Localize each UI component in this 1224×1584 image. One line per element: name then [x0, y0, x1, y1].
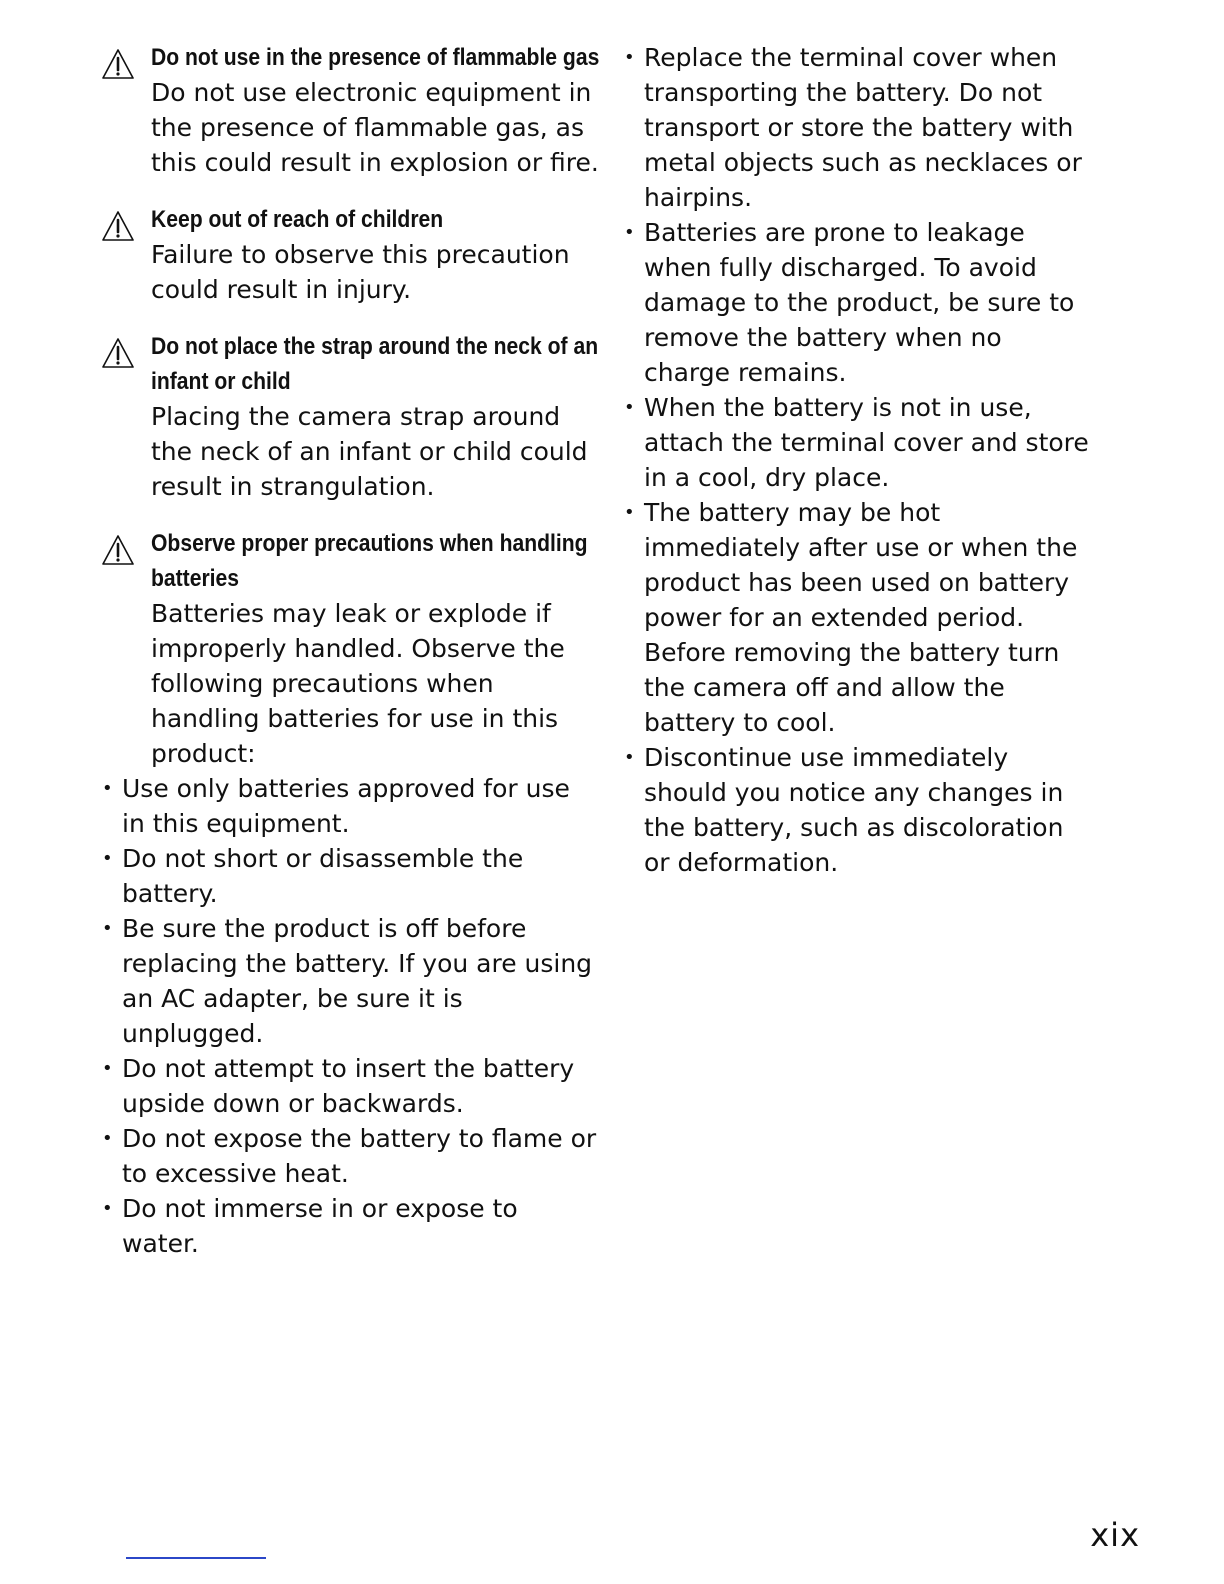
warning-triangle-icon — [100, 336, 136, 372]
warning-triangle-icon — [100, 533, 136, 569]
list-item: • Do not attempt to insert the battery upside down or backwards. — [100, 1051, 600, 1121]
list-item: • Do not immerse in or expose to water. — [100, 1191, 600, 1261]
battery-precautions-list — [100, 771, 600, 1261]
left-column — [100, 40, 600, 1261]
list-item: • Do not short or disassemble the battery. — [100, 841, 600, 911]
page-number: xix — [1090, 1516, 1140, 1554]
warning-children — [100, 202, 600, 307]
footnote-rule — [126, 1557, 266, 1559]
warning-text: Batteries may leak or explode if improperly handled. Observe the following precautions when handling batteries for use in this product: — [151, 599, 565, 768]
warning-batteries — [100, 526, 600, 771]
battery-precautions-continued-list — [622, 40, 1092, 880]
list-item: • Replace the terminal cover when transporting the battery. Do not transport or store the battery with metal objects such as necklaces or hairpins. — [622, 40, 1092, 215]
warning-title: Do not use in the presence of flammable gas — [151, 44, 600, 71]
warning-strap — [100, 329, 600, 504]
warning-triangle-icon — [100, 209, 136, 245]
list-item: • Use only batteries approved for use in this equipment. — [100, 771, 600, 841]
warning-body — [151, 40, 600, 180]
warning-body — [151, 329, 600, 504]
warning-flammable-gas — [100, 40, 600, 180]
warning-text: Placing the camera strap around the neck of an infant or child could result in strangulation. — [151, 402, 588, 501]
warning-body — [151, 526, 600, 771]
list-item: • Be sure the product is off before replacing the battery. If you are using an AC adapter, be sure it is unplugged. — [100, 911, 600, 1051]
list-item: • Discontinue use immediately should you notice any changes in the battery, such as discoloration or deformation. — [622, 740, 1092, 880]
list-item: • When the battery is not in use, attach the terminal cover and store in a cool, dry place. — [622, 390, 1092, 495]
warning-triangle-icon — [100, 47, 136, 83]
warning-text: Failure to observe this precaution could result in injury. — [151, 240, 570, 304]
warning-title: Do not place the strap around the neck of an infant or child — [151, 333, 599, 395]
list-item: • The battery may be hot immediately after use or when the product has been used on battery power for an extended period. Before removing the battery turn the camera off and allow the battery to cool. — [622, 495, 1092, 740]
right-column — [622, 40, 1092, 880]
list-item: • Do not expose the battery to flame or to excessive heat. — [100, 1121, 600, 1191]
list-item: • Batteries are prone to leakage when fully discharged. To avoid damage to the product, be sure to remove the battery when no charge remains. — [622, 215, 1092, 390]
warning-text: Do not use electronic equipment in the presence of flammable gas, as this could result in explosion or fire. — [151, 78, 599, 177]
warning-body — [151, 202, 600, 307]
warning-title: Observe proper precautions when handling batteries — [151, 530, 588, 592]
warning-title: Keep out of reach of children — [151, 206, 444, 233]
